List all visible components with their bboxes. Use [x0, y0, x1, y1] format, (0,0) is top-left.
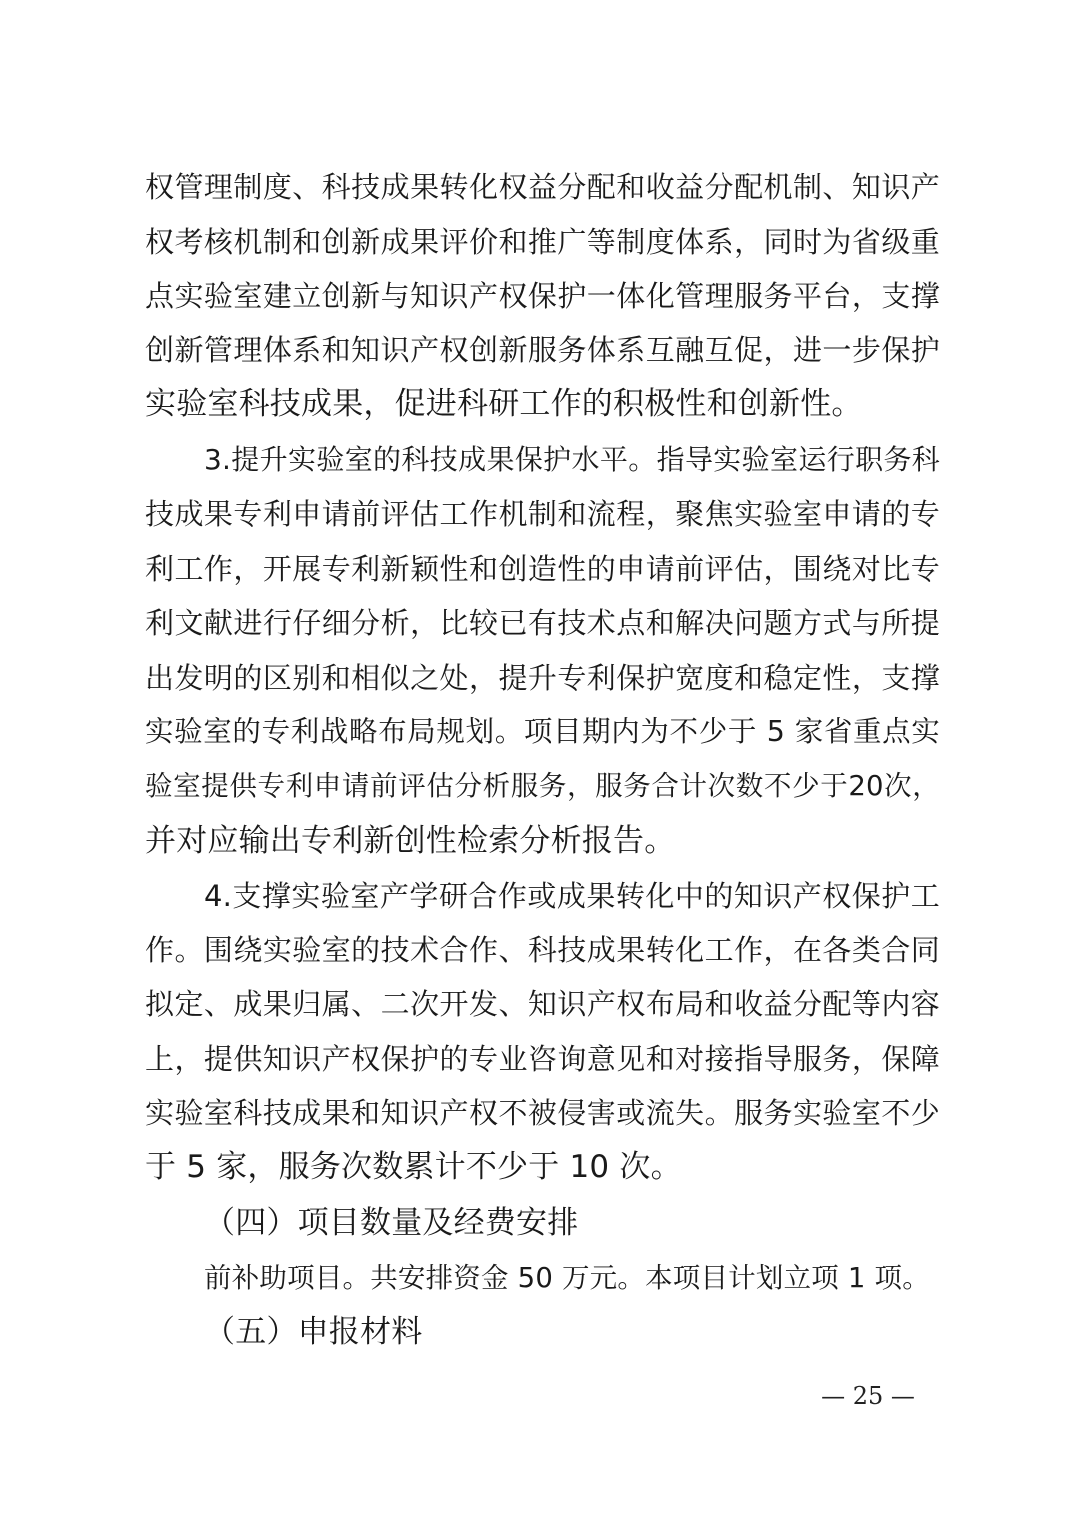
section-heading-5: （五）申报材料 — [204, 1314, 423, 1350]
body-text-line: 上，提供知识产权保护的专业咨询意见和对接指导服务，保障 — [145, 1042, 940, 1076]
body-text-line: 前补助项目。共安排资金 50 万元。本项目计划立项 1 项。 — [204, 1262, 930, 1294]
body-text-line: 权管理制度、科技成果转化权益分配和收益分配机制、知识产 — [145, 170, 940, 204]
body-text-line: 利工作，开展专利新颖性和创造性的申请前评估，围绕对比专 — [145, 552, 940, 586]
body-text-line: 并对应输出专利新创性检索分析报告。 — [145, 823, 676, 859]
body-text-line: 于 5 家，服务次数累计不少于 10 次。 — [145, 1149, 682, 1185]
paragraph-item-4-heading: 4.支撑实验室产学研合作或成果转化中的知识产权保护工 — [204, 879, 940, 913]
body-text-line: 实验室的专利战略布局规划。项目期内为不少于 5 家省重点实 — [145, 715, 940, 748]
body-text-line: 技成果专利申请前评估工作机制和流程，聚焦实验室申请的专 — [145, 497, 940, 531]
body-text-line: 利文献进行仔细分析，比较已有技术点和解决问题方式与所提 — [145, 606, 940, 640]
paragraph-item-3-heading: 3.提升实验室的科技成果保护水平。指导实验室运行职务科 — [204, 443, 940, 476]
body-text-line: 作。围绕实验室的技术合作、科技成果转化工作，在各类合同 — [145, 933, 940, 967]
body-text-line: 实验室科技成果和知识产权不被侵害或流失。服务实验室不少 — [145, 1096, 940, 1130]
body-text-line: 实验室科技成果，促进科研工作的积极性和创新性。 — [145, 386, 863, 422]
body-text-line: 权考核机制和创新成果评价和推广等制度体系，同时为省级重 — [145, 225, 940, 259]
page-number: — 25 — — [821, 1382, 915, 1410]
body-text-line: 拟定、成果归属、二次开发、知识产权布局和收益分配等内容 — [145, 987, 940, 1021]
body-text-line: 验室提供专利申请前评估分析服务，服务合计次数不少于20次， — [145, 770, 940, 802]
body-text-line: 出发明的区别和相似之处，提升专利保护宽度和稳定性，支撑 — [145, 661, 940, 695]
section-heading-4: （四）项目数量及经费安排 — [204, 1205, 579, 1241]
body-text-line: 创新管理体系和知识产权创新服务体系互融互促，进一步保护 — [145, 333, 940, 367]
body-text-line: 点实验室建立创新与知识产权保护一体化管理服务平台，支撑 — [145, 279, 940, 313]
